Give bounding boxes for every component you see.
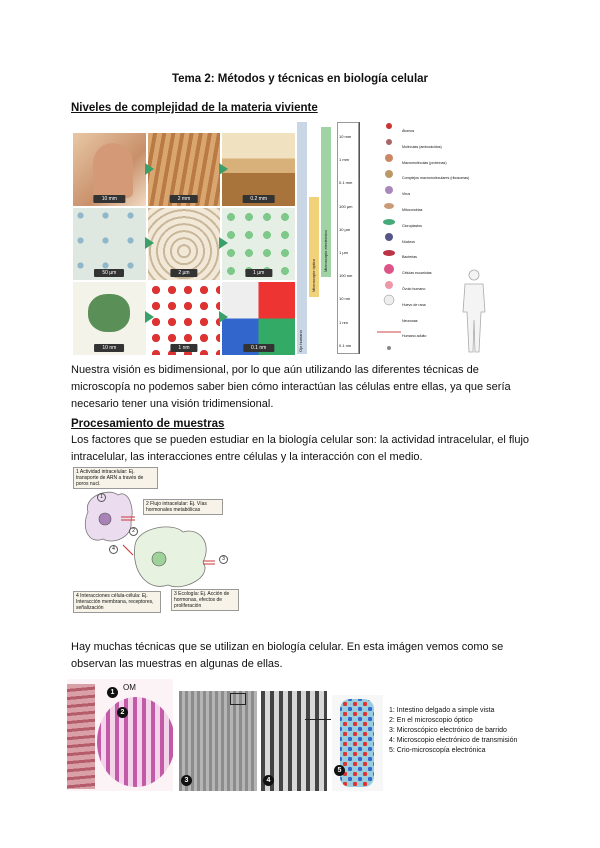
protein-icon	[385, 154, 393, 162]
marker-3: 3	[219, 555, 228, 564]
cells-image	[73, 208, 146, 281]
item-label: Bacterias	[402, 255, 417, 260]
cell-2	[134, 527, 206, 587]
nucleus-2	[152, 552, 166, 566]
item-label: Humano adulto	[402, 334, 427, 339]
eukaryotic-cell-icon	[384, 264, 394, 274]
skin-layer-image	[222, 133, 295, 206]
number-badge-3: 3	[181, 775, 192, 786]
ruler-tick: 0.1 mm	[339, 180, 353, 186]
item-label: Núcleos	[402, 239, 415, 244]
legend-item: 5: Crio-microscopía electrónica	[389, 747, 486, 754]
microscopy-figure	[67, 679, 383, 791]
protein-structure	[340, 699, 374, 787]
item-label: Moléculas (aminoácidos)	[402, 144, 442, 149]
paragraph-techniques: Hay muchas técnicas que se utilizan en biología celular. En esta imágen vemos como se observan las muestras en algunas de ellas.	[71, 641, 504, 670]
arrow-icon	[145, 311, 154, 323]
section-heading-levels: Niveles de complejidad de la materia viviente	[71, 102, 318, 114]
paragraph-2d-vision: Nuestra visión es bidimensional, por lo que aún utilizando las diferentes técnicas de microscopía no podemos saber bien cómo interactúan las células entre ellas, ya que sería necesario tener una visión tridimensional.	[71, 364, 511, 410]
scale-bar: 1 nm	[170, 344, 197, 352]
molecules-image	[222, 208, 295, 281]
item-label: Cloroplastos	[402, 223, 422, 228]
item-label: Complejos macromoleculares (ribosomas)	[402, 176, 470, 181]
microscopy-legend	[389, 706, 519, 756]
scale-bar: 50 µm	[94, 269, 124, 277]
bacteria-icon	[383, 250, 395, 256]
marker-1: 1	[97, 493, 106, 502]
item-label: Mitocondrias	[402, 207, 423, 212]
paragraph-factors: Los factores que se pueden estudiar en la biología celular son: la actividad intracelular, el flujo intracelular, las interacciones entre células y la interacción con el medio.	[71, 434, 530, 463]
band-label: Ojo humano	[298, 330, 303, 352]
human-figure-icon	[463, 270, 485, 352]
label-cell-cell: 4 Interacciones célula-célula: Ej. Interacción membrana, receptores, señalización	[73, 591, 161, 613]
label-intracellular-flow: 2 Flujo intracelular: Ej. Vías hormonales metabólicas	[143, 499, 223, 515]
marker-4: 4	[109, 545, 118, 554]
item-label: Óvulo humano	[402, 286, 426, 291]
mitochondria-icon	[384, 203, 394, 209]
label-ecology: 3 Ecología: Ej. Acción de hormonas, efectos de proliferación	[171, 589, 239, 611]
intestine-wall	[67, 684, 95, 789]
cryo-em-panel	[332, 695, 383, 791]
om-label: OM	[123, 683, 136, 692]
ruler-tick: 100 nm	[339, 273, 353, 279]
number-badge-2: 2	[117, 707, 128, 718]
atom-spheres-image	[222, 282, 295, 355]
scale-bar: 1 µm	[245, 269, 272, 277]
nucleus-icon	[385, 233, 393, 241]
item-label: Macromoléculas (proteínas)	[402, 160, 447, 165]
molecule-icon	[386, 139, 392, 145]
label-intracellular-activity: 1 Actividad intracelular: Ej. transporte de ARN a través de poros nucl.	[73, 467, 158, 489]
item-label: Virus	[402, 192, 411, 197]
arrow-icon	[219, 237, 228, 249]
ruler-tick: 10 µm	[339, 226, 351, 232]
pointer-line	[305, 719, 331, 720]
legend-item: 3: Microscópico electrónico de barrido	[389, 727, 507, 734]
ovum-icon	[385, 281, 393, 289]
ruler-tick: 0.1 nm	[339, 342, 352, 348]
scale-bar: 0.2 mm	[242, 195, 275, 203]
scale-bar: 10 mm	[94, 195, 125, 203]
legend-item: 2: En el microscopio óptico	[389, 717, 473, 724]
item-label: Células eucariotas	[402, 271, 432, 276]
villi-view	[97, 697, 173, 787]
size-scale-figure	[297, 122, 492, 357]
ruler-tick: 10 nm	[339, 296, 351, 302]
scale-bar: 2 mm	[170, 195, 199, 203]
number-badge-5: 5	[334, 765, 345, 776]
intestine-panel	[67, 679, 173, 791]
arrow-icon	[219, 311, 228, 323]
virus-icon	[385, 186, 393, 194]
item-label: Átomos	[402, 129, 415, 133]
scale-bar: 10 nm	[94, 344, 124, 352]
finger-image	[73, 133, 146, 206]
scale-bar: 2 µm	[170, 269, 197, 277]
skin-ridges-image	[148, 133, 221, 206]
nucleus-1	[99, 513, 111, 525]
marker-2: 2	[129, 527, 138, 536]
human-icon	[387, 346, 391, 350]
arrow-icon	[145, 237, 154, 249]
ruler-tick: 1 nm	[339, 319, 348, 325]
number-badge-4: 4	[263, 775, 274, 786]
zoom-box	[230, 693, 246, 705]
number-badge-1: 1	[107, 687, 118, 698]
item-icons	[297, 122, 492, 357]
item-label: Neuronas	[402, 318, 418, 323]
ruler-tick: 10 mm	[339, 134, 352, 139]
section-heading-processing: Procesamiento de muestras	[71, 418, 225, 430]
chloroplast-icon	[383, 219, 395, 225]
protein-image	[73, 282, 146, 355]
atoms-image	[148, 282, 221, 355]
cell-interactions-figure	[73, 467, 248, 615]
legend-item: 4: Microscopio electrónico de transmisión	[389, 737, 518, 744]
document-title: Tema 2: Métodos y técnicas en biología celular	[171, 73, 429, 85]
mitochondria-image	[148, 208, 221, 281]
ruler-tick: 100 µm	[339, 203, 353, 209]
ruler-tick: 1 µm	[339, 250, 348, 256]
complexity-levels-figure	[73, 133, 295, 355]
atom-icon	[386, 123, 392, 129]
scale-bar: 0.1 nm	[243, 344, 274, 352]
item-label: Huevo de rana	[402, 302, 426, 307]
arrow-icon	[145, 163, 154, 175]
band-label: Microscopio óptico	[311, 258, 316, 292]
frog-egg-icon	[384, 295, 394, 305]
legend-item: 1: Intestino delgado a simple vista	[389, 707, 495, 714]
band-label: Microscopio electrónico	[323, 230, 328, 272]
ruler-tick: 1 mm	[339, 157, 349, 163]
ribosome-icon	[385, 170, 393, 178]
arrow-icon	[219, 163, 228, 175]
